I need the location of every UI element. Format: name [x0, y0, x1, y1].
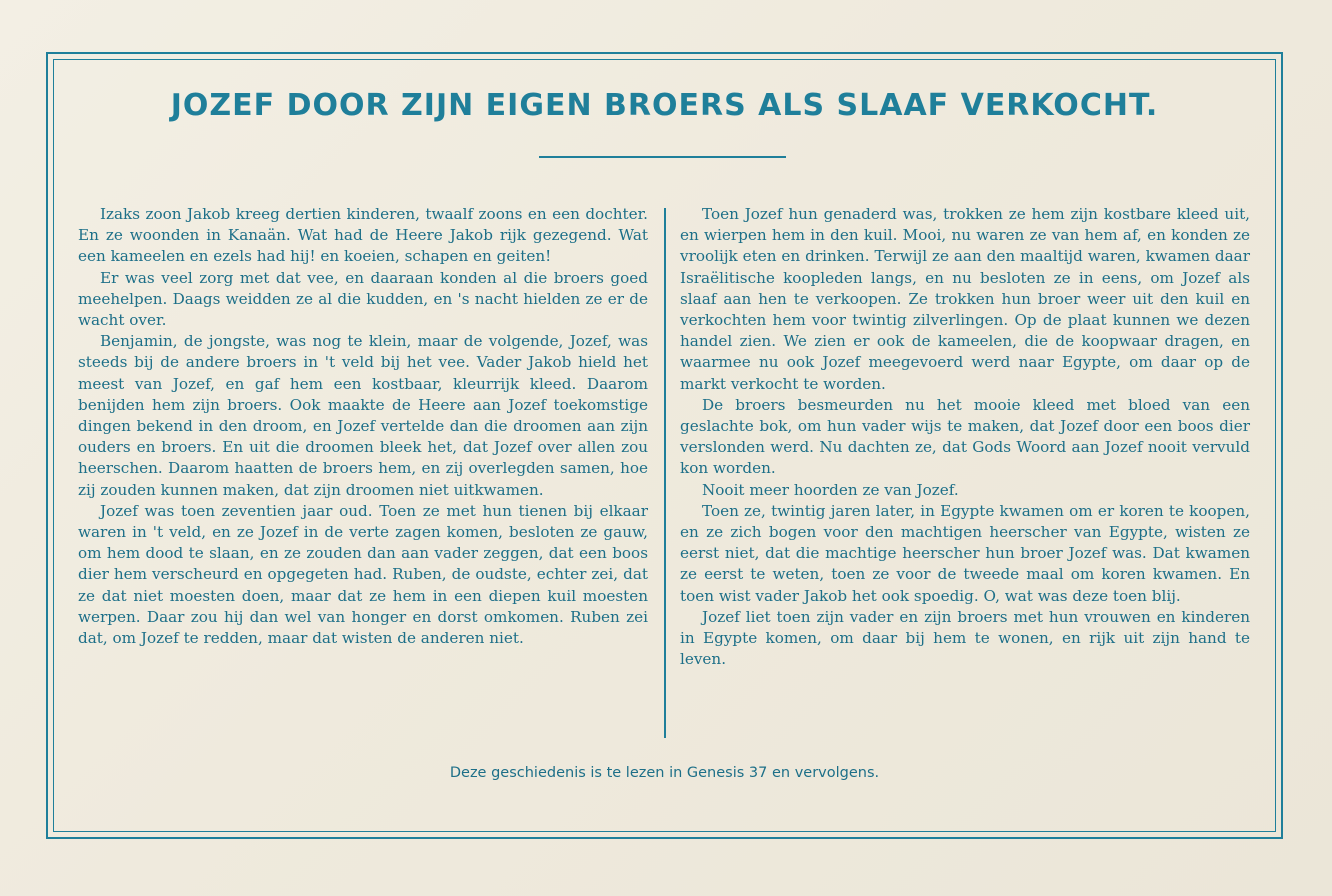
paragraph: Toen ze, twintig jaren later, in Egypte kwamen om er koren te koopen, en ze zich bogen voor den machtigen heerscher van Egypte, wisten ze eerst niet, dat die machtige heerscher hun broer Jozef was. Dat kwamen ze eerst te weten, toen ze voor de tweede maal om koren kwamen. En toen wist vader Jakob het ook spoedig. O, wat was deze toen blij.: [680, 501, 1250, 605]
page-title: JOZEF DOOR ZIJN EIGEN BROERS ALS SLAAF VERKOCHT.: [170, 88, 1159, 123]
paragraph: Toen Jozef hun genaderd was, trokken ze hem zijn kostbare kleed uit, en wierpen hem in den kuil. Mooi, nu waren ze van hem af, en konden ze vroolijk eten en drinken. Terwijl ze aan den maaltijd waren, kwamen daar Israëlitische koopleden langs, en nu besloten ze in eens, om Jozef als slaaf aan hen te verkoopen. Ze trokken hun broer weer uit den kuil en verkochten hem voor twintig zilverlingen. Op de plaat kunnen we dezen handel zien. We zien er ook de kameelen, die de koopwaar dragen, en waarmee nu ook Jozef meegevoerd werd naar Egypte, om daar op de markt verkocht te worden.: [680, 205, 1250, 393]
paragraph: Benjamin, de jongste, was nog te klein, maar de volgende, Jozef, was steeds bij de andere broers in 't veld bij het vee. Vader Jakob hield het meest van Jozef, en gaf hem een kostbaar, kleurrijk kleed. Daarom benijden hem zijn broers. Ook maakte de Heere aan Jozef toekomstige dingen bekend in den droom, en Jozef vertelde dan die droomen aan zijn ouders en broers. En uit die droomen bleek het, dat Jozef over allen zou heerschen. Daarom haatten de broers hem, en zij overlegden samen, hoe zij zouden kunnen maken, dat zijn droomen niet uitkwamen.: [78, 332, 648, 499]
column-divider-rule: [664, 208, 666, 738]
right-text-column: [680, 204, 1250, 670]
left-text-column: [78, 204, 648, 649]
title-underline-rule: [539, 156, 786, 158]
paragraph: Er was veel zorg met dat vee, en daaraan konden al die broers goed meehelpen. Daags weidden ze al die kudden, en 's nacht hielden ze er de wacht over.: [78, 268, 648, 330]
paragraph: Jozef liet toen zijn vader en zijn broers met hun vrouwen en kinderen in Egypte komen, om daar bij hem te wonen, en rijk uit zijn hand te leven.: [680, 607, 1250, 669]
paragraph: De broers besmeurden nu het mooie kleed met bloed van een geslachte bok, om hun vader wijs te maken, dat Jozef door een boos dier verslonden werd. Nu dachten ze, dat Gods Woord aan Jozef nooit vervuld kon worden.: [680, 395, 1250, 478]
paragraph: Jozef was toen zeventien jaar oud. Toen ze met hun tienen bij elkaar waren in 't veld, en ze Jozef in de verte zagen komen, besloten ze gauw, om hem dood te slaan, en ze zouden dan aan vader zeggen, dat een boos dier hem verscheurd en opgegeten had. Ruben, de oudste, echter zei, dat ze dat niet moesten doen, maar dat ze hem in een diepen kuil moesten werpen. Daar zou hij dan wel van honger en dorst omkomen. Ruben zei dat, om Jozef te redden, maar dat wisten de anderen niet.: [78, 501, 648, 648]
paragraph: Nooit meer hoorden ze van Jozef.: [702, 480, 959, 499]
scripture-reference-footer: Deze geschiedenis is te lezen in Genesis 37 en vervolgens.: [449, 765, 880, 781]
paragraph: Izaks zoon Jakob kreeg dertien kinderen, twaalf zoons en een dochter. En ze woonden in Kanaän. Wat had de Heere Jakob rijk gezegend. Wat een kameelen en ezels had hij! en koeien, schapen en geiten!: [78, 205, 648, 266]
